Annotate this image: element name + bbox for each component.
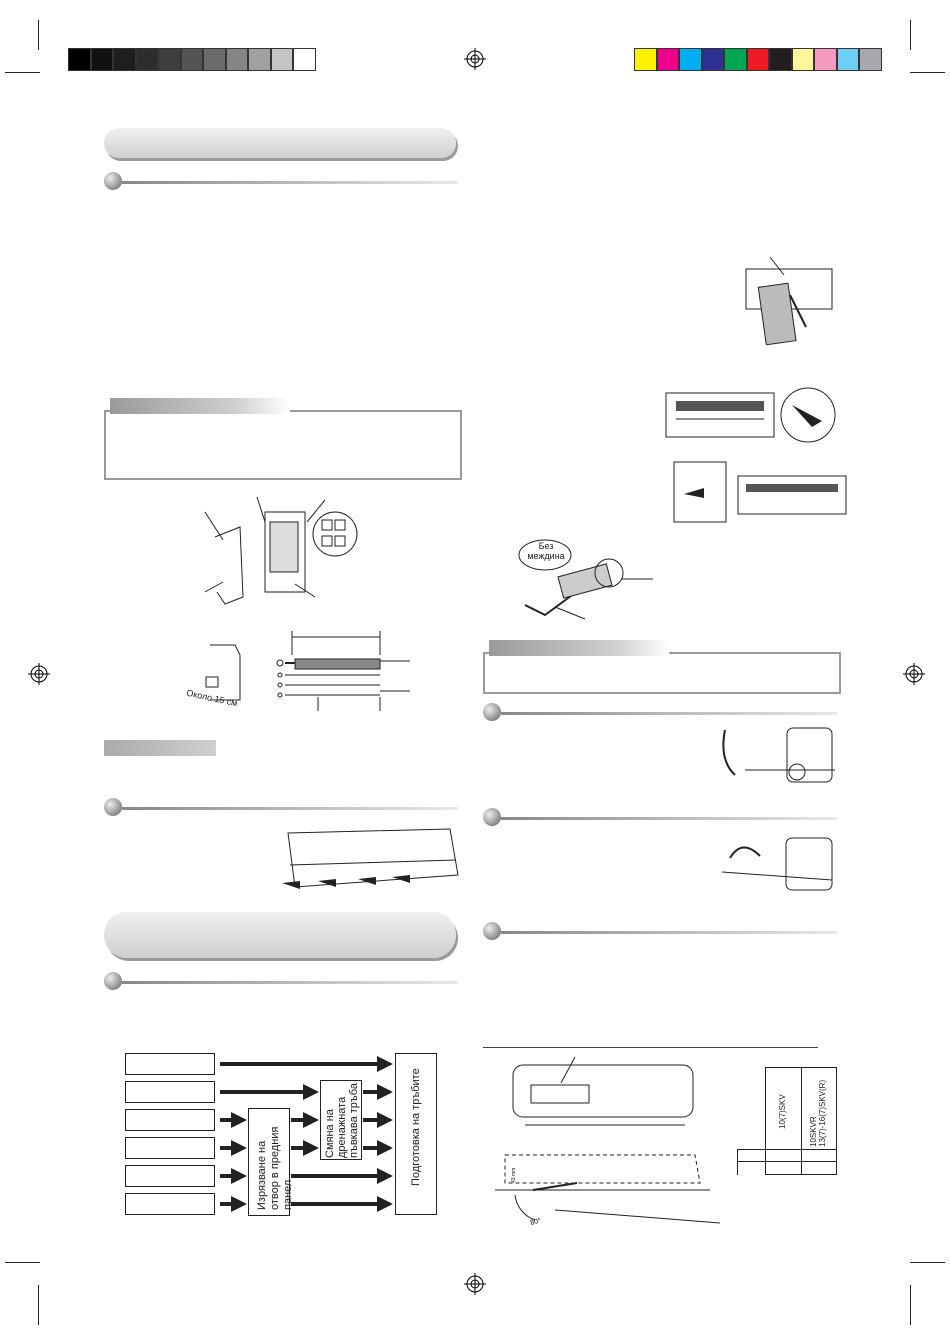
bullet-ball-icon: [104, 972, 122, 990]
swatch: [634, 48, 657, 71]
pipe-insulation-illustration: [740, 255, 835, 345]
dimension-label: 43 mm: [511, 1167, 517, 1183]
pipe-prep-label: Подготовка на тръбите: [410, 1068, 422, 1186]
flow-start-box: [125, 1109, 215, 1131]
table-row-line: [737, 1149, 738, 1175]
subsection-header: [483, 808, 837, 828]
flow-start-box: [125, 1081, 215, 1103]
replace-drain-label: Смяна на дренажната пъвкава тръба: [324, 1083, 360, 1158]
swatch: [859, 48, 882, 71]
swatch: [837, 48, 860, 71]
note-box: [483, 652, 841, 694]
registration-mark-icon: [464, 1273, 486, 1295]
front-panel-removal-illustration: [662, 385, 840, 447]
crop-mark: [910, 1285, 911, 1325]
flow-start-box: [125, 1137, 215, 1159]
no-gap-label: Без междина: [527, 541, 565, 561]
gray-label-tag: [104, 740, 216, 756]
bullet-ball-icon: [104, 798, 122, 816]
flow-start-box: [125, 1053, 215, 1075]
angle-label: 80°: [529, 1217, 542, 1227]
swatch: [203, 48, 226, 71]
swatch: [679, 48, 702, 71]
indoor-unit-illustration: [280, 825, 460, 900]
swatch: [724, 48, 747, 71]
bullet-ball-icon: [483, 703, 501, 721]
swatch: [792, 48, 815, 71]
flow-arrows: [215, 1050, 397, 1220]
swatch: [747, 48, 770, 71]
subsection-header: [104, 172, 458, 192]
drain-hose-illustration: [715, 720, 840, 792]
crop-mark: [910, 1262, 945, 1263]
note-box: [104, 410, 462, 480]
swatch: [293, 48, 316, 71]
swatch: [702, 48, 725, 71]
model-col-1: 10(7)SKV: [778, 1094, 787, 1129]
crop-mark: [5, 1262, 40, 1263]
crop-mark: [5, 72, 40, 73]
crop-mark: [38, 20, 39, 50]
section-header-bar: [104, 912, 456, 958]
model-col-2: 10SKVR 13(7)-16(7)SKV(R): [809, 1079, 827, 1147]
drain-cap-illustration: [712, 832, 840, 896]
note-tab: [489, 640, 669, 656]
subsection-header: [104, 972, 458, 992]
swatch: [814, 48, 837, 71]
swatch: [248, 48, 271, 71]
subsection-header: [104, 798, 458, 818]
swatch: [91, 48, 114, 71]
section-header-bar: [104, 128, 456, 158]
crop-mark: [910, 20, 911, 50]
flow-start-box: [125, 1165, 215, 1187]
swatch: [68, 48, 91, 71]
model-table: [737, 1067, 837, 1175]
crop-mark: [38, 1285, 39, 1325]
cable-prep-illustration: [180, 625, 410, 720]
swatch: [181, 48, 204, 71]
swatch: [226, 48, 249, 71]
wiring-terminal-illustration: [195, 492, 375, 612]
clip-release-illustration: [670, 458, 850, 528]
table-row-line: [737, 1149, 837, 1150]
swatch: [769, 48, 792, 71]
subsection-header: [483, 922, 837, 942]
divider-line: [483, 1047, 818, 1048]
swatch: [113, 48, 136, 71]
flow-start-box: [125, 1193, 215, 1215]
bullet-ball-icon: [483, 808, 501, 826]
swatch: [271, 48, 294, 71]
approx-15cm-label: Около 15 см: [185, 687, 239, 709]
bullet-ball-icon: [104, 172, 122, 190]
swatch: [158, 48, 181, 71]
note-tab: [110, 398, 290, 414]
swatch: [136, 48, 159, 71]
table-col-divider: [801, 1067, 802, 1175]
bullet-ball-icon: [483, 922, 501, 940]
mounting-position-diagram: [495, 1055, 720, 1230]
crop-mark: [910, 72, 945, 73]
cut-hole-label: Изрязване на отвор в предния панел: [256, 1126, 294, 1210]
registration-mark-icon: [903, 663, 925, 685]
registration-mark-icon: [464, 48, 486, 70]
registration-mark-icon: [28, 663, 50, 685]
swatch: [657, 48, 680, 71]
table-row-line: [737, 1161, 837, 1162]
